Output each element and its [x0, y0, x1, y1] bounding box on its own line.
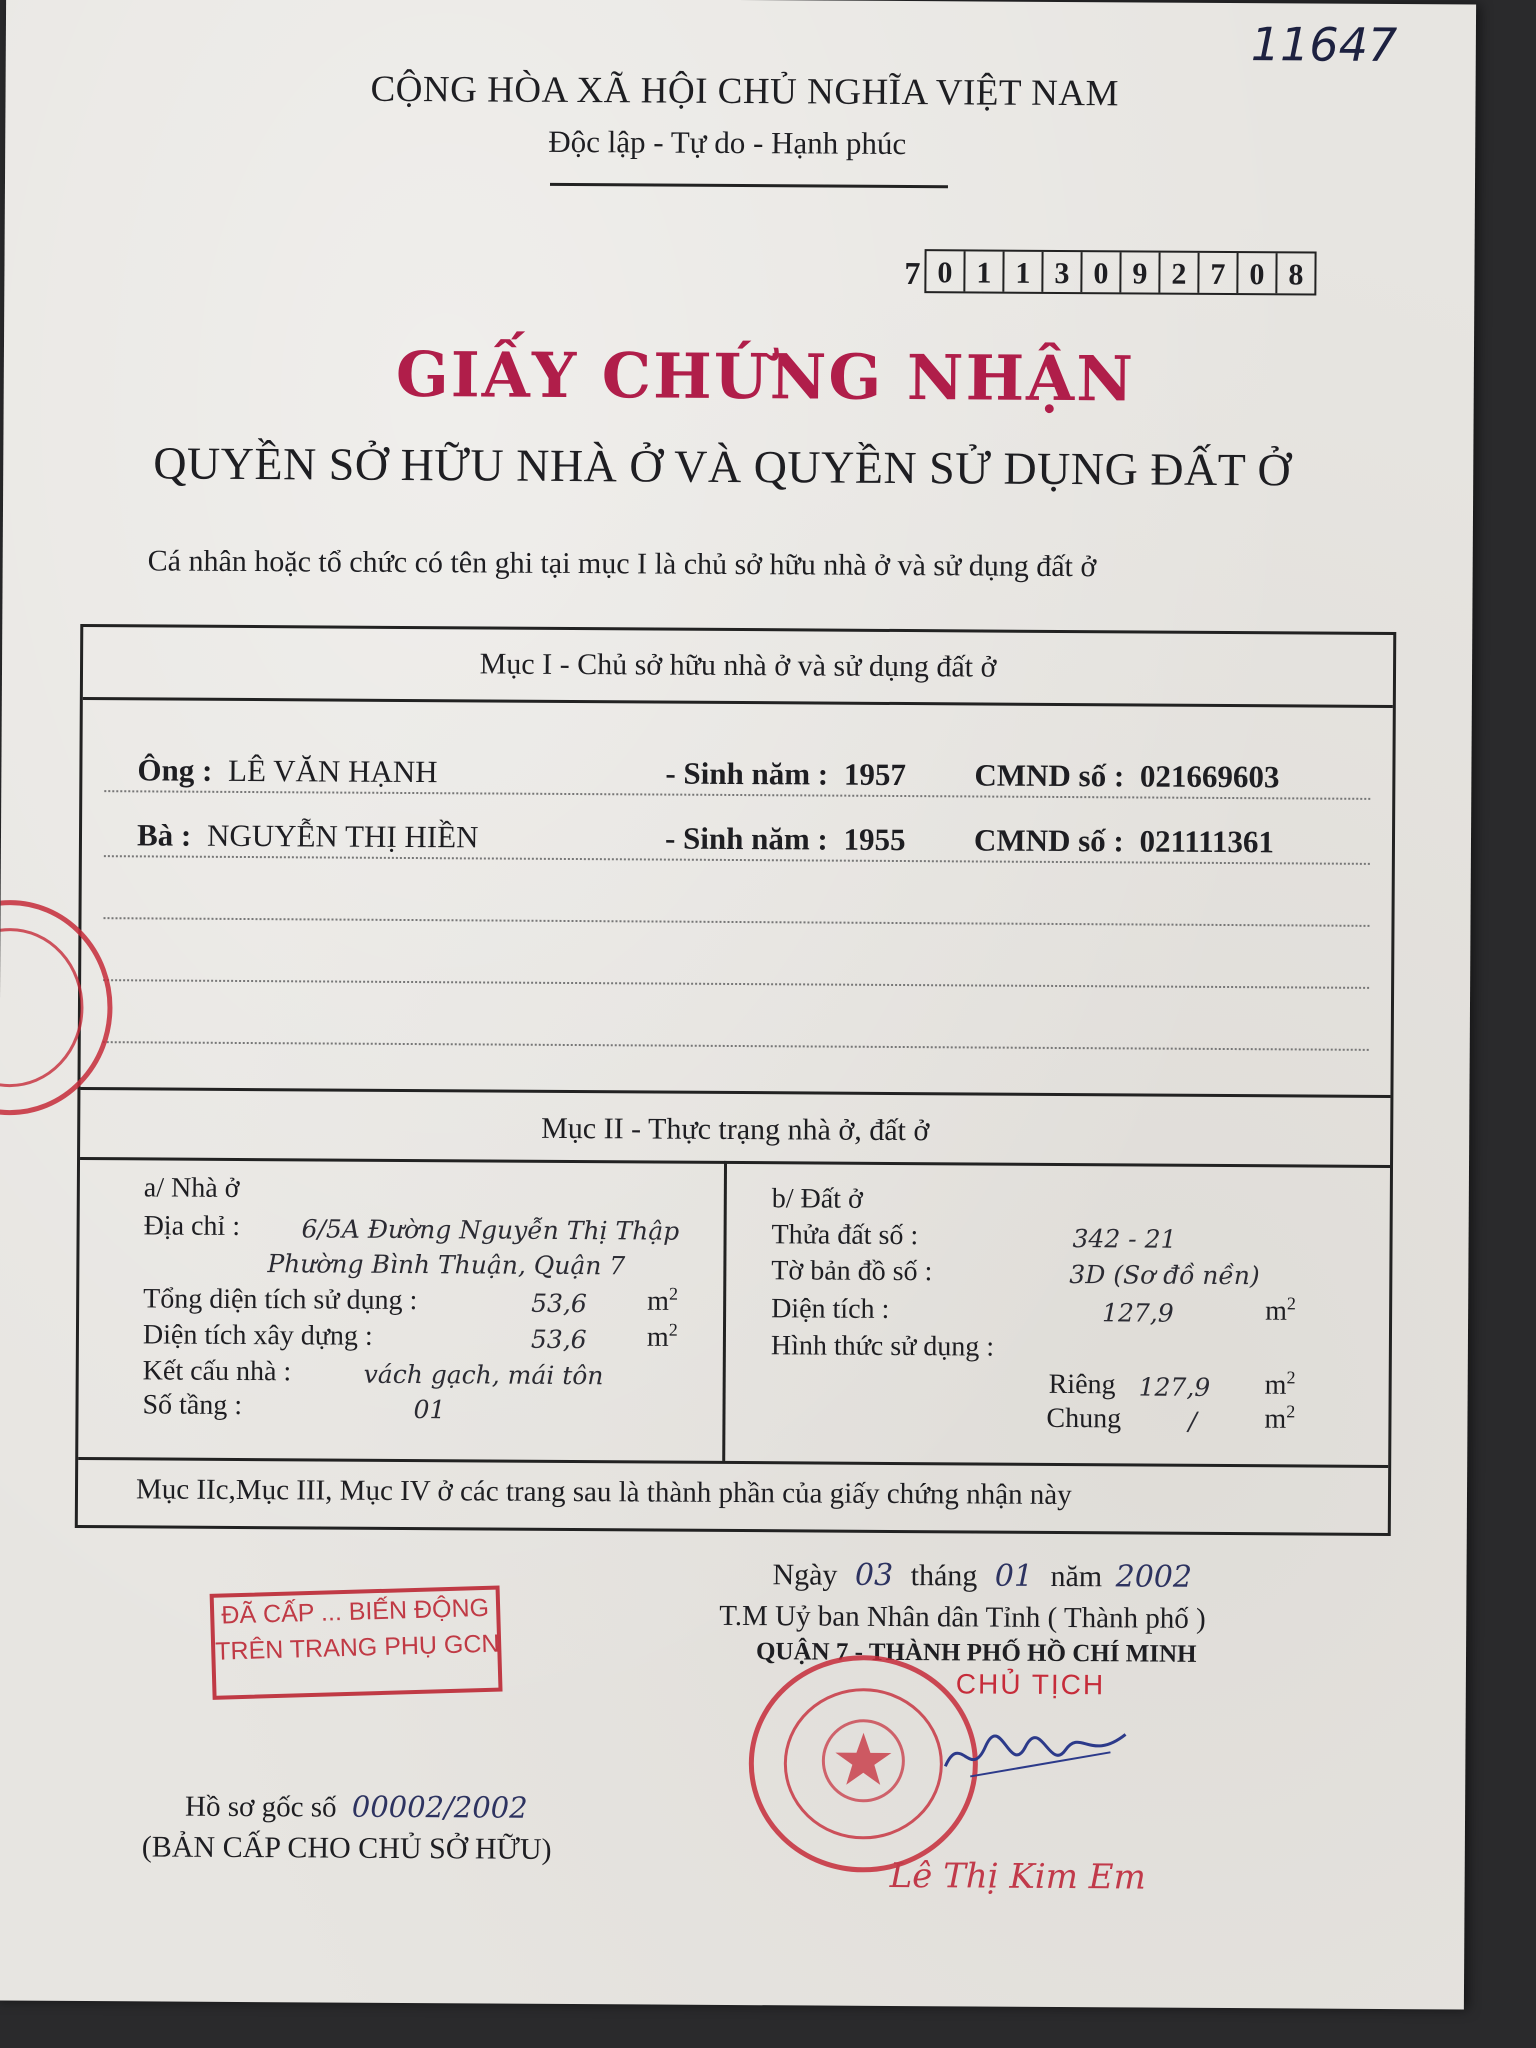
- id-number: 021669603: [1139, 758, 1280, 795]
- shared-label: Chung: [1046, 1402, 1122, 1435]
- owner-row: [137, 817, 479, 855]
- signer-name: Lê Thị Kim Em: [889, 1855, 1146, 1898]
- divider: [83, 697, 1393, 708]
- serial-digit: 0: [1080, 252, 1119, 292]
- issue-month: 01: [994, 1558, 1034, 1594]
- unit-m2: $m^2$: [1265, 1293, 1297, 1327]
- dotted-line: [103, 1041, 1369, 1051]
- divider: [80, 1087, 1390, 1098]
- build-area-value: 53,6: [530, 1324, 587, 1355]
- serial-number: [904, 249, 1316, 296]
- address-line2: Phường Bình Thuận, Quận 7: [267, 1249, 626, 1281]
- variation-stamp: [210, 1586, 503, 1700]
- owner-title: Bà :: [136, 817, 192, 853]
- area-label: Diện tích :: [771, 1293, 890, 1325]
- unit-m2: $m^2$: [646, 1319, 678, 1353]
- footer-note: Mục IIc,Mục III, Mục IV ở các trang sau là thành phần của giấy chứng nhận này: [135, 1473, 1072, 1512]
- id-label: CMND số :: [973, 822, 1124, 859]
- structure-label: Kết cấu nhà :: [142, 1355, 292, 1388]
- owner-birth: [665, 756, 906, 793]
- usage-label: Hình thức sử dụng :: [770, 1330, 995, 1363]
- plot-value: 342 - 21: [1072, 1224, 1177, 1254]
- section2-heading: Mục II - Thực trạng nhà ở, đất ở: [541, 1111, 930, 1148]
- edge-seal-icon: [0, 891, 121, 1127]
- map-label: Tờ bản đồ số :: [771, 1255, 933, 1288]
- serial-digit: 7: [1197, 253, 1236, 293]
- authority-line1: T.M Uỷ ban Nhân dân Tỉnh ( Thành phố ): [719, 1599, 1206, 1635]
- national-motto: Độc lập - Tự do - Hạnh phúc: [548, 123, 907, 162]
- dotted-line: [103, 979, 1369, 989]
- issue-day: 03: [854, 1557, 894, 1593]
- address-line1: 6/5A Đường Nguyễn Thị Thập: [301, 1214, 680, 1246]
- owner-row: [137, 752, 437, 790]
- column-divider: [722, 1161, 727, 1461]
- owner-id: [974, 757, 1279, 795]
- stamp-line1: ĐÃ CẤP ... BIẾN ĐỘNG: [221, 1593, 490, 1630]
- id-number: 021111361: [1139, 823, 1275, 860]
- file-record: Hồ sơ gốc số 00002/2002: [184, 1789, 528, 1825]
- country-name: CỘNG HÒA XÃ HỘI CHỦ NGHĨA VIỆT NAM: [370, 68, 1120, 115]
- serial-digit: 3: [1041, 252, 1080, 292]
- land-heading: b/ Đất ở: [771, 1183, 863, 1215]
- birth-label: - Sinh năm :: [665, 755, 829, 792]
- serial-prefix: 7: [904, 255, 921, 292]
- area-value: 127,9: [1102, 1298, 1174, 1328]
- copy-note: (BẢN CẤP CHO CHỦ SỞ HỮU): [141, 1830, 552, 1866]
- id-label: CMND số :: [974, 757, 1125, 794]
- serial-cells: [924, 249, 1316, 295]
- address-label: Địa chỉ :: [143, 1210, 241, 1242]
- floors-label: Số tầng :: [142, 1389, 243, 1421]
- total-area-value: 53,6: [531, 1288, 587, 1319]
- total-area-label: Tổng diện tích sử dụng :: [143, 1283, 418, 1317]
- private-value: 127,9: [1138, 1372, 1211, 1402]
- map-value: 3D (Sơ đồ nền): [1069, 1260, 1260, 1291]
- plot-label: Thửa đất số :: [771, 1219, 919, 1252]
- section1-heading: Mục I - Chủ sở hữu nhà ở và sử dụng đất ở: [479, 647, 997, 684]
- motto-underline: [550, 183, 948, 188]
- certificate-intro: Cá nhân hoặc tổ chức có tên ghi tại mục I là chủ sở hữu nhà ở và sử dụng đất ở: [147, 544, 1097, 584]
- serial-digit: 0: [1236, 253, 1275, 293]
- serial-digit: 0: [937, 256, 953, 290]
- serial-digit: 1: [963, 251, 1002, 291]
- serial-digit: 8: [1275, 253, 1314, 293]
- serial-digit: 2: [1158, 253, 1197, 293]
- structure-value: vách gạch, mái tôn: [363, 1359, 604, 1391]
- certificate-subtitle: QUYỀN SỞ HỮU NHÀ Ở VÀ QUYỀN SỬ DỤNG ĐẤT Ở: [153, 437, 1292, 496]
- signature-scribble-icon: [940, 1721, 1130, 1792]
- build-area-label: Diện tích xây dựng :: [142, 1319, 373, 1352]
- handwritten-number: 11647: [1250, 17, 1398, 73]
- floors-value: 01: [413, 1395, 446, 1425]
- owner-name: LÊ VĂN HẠNH: [227, 752, 438, 790]
- unit-m2: $m^2$: [1264, 1367, 1296, 1401]
- position-title: CHỦ TỊCH: [955, 1668, 1106, 1701]
- unit-m2: $m^2$: [647, 1283, 679, 1317]
- dotted-line: [103, 917, 1369, 927]
- owner-birth: [665, 821, 906, 858]
- serial-digit: 1: [1002, 252, 1041, 292]
- stamp-line2: TRÊN TRANG PHỤ GCN: [214, 1629, 500, 1666]
- house-heading: a/ Nhà ở: [143, 1172, 240, 1204]
- private-label: Riêng: [1048, 1368, 1116, 1401]
- certificate-table: [75, 624, 1396, 1536]
- file-number: 00002/2002: [351, 1789, 528, 1825]
- birth-label: - Sinh năm :: [664, 820, 828, 857]
- issue-date: Ngày 03 tháng 01 năm 2002: [772, 1557, 1193, 1595]
- birth-year: 1957: [843, 756, 907, 793]
- birth-year: 1955: [843, 821, 906, 858]
- issue-year: 2002: [1115, 1559, 1193, 1595]
- unit-m2: $m^2$: [1264, 1401, 1296, 1435]
- shared-value: /: [1188, 1406, 1197, 1436]
- owner-id: [974, 822, 1274, 860]
- owner-title: Ông :: [137, 752, 213, 788]
- divider: [80, 1157, 1390, 1168]
- authority-line2: QUẬN 7 - THÀNH PHỐ HỒ CHÍ MINH: [755, 1638, 1197, 1668]
- divider: [78, 1457, 1388, 1468]
- certificate-title: GIẤY CHỨNG NHẬN: [395, 337, 1136, 416]
- owner-name: NGUYỄN THỊ HIỀN: [206, 817, 479, 855]
- serial-digit: 9: [1119, 252, 1158, 292]
